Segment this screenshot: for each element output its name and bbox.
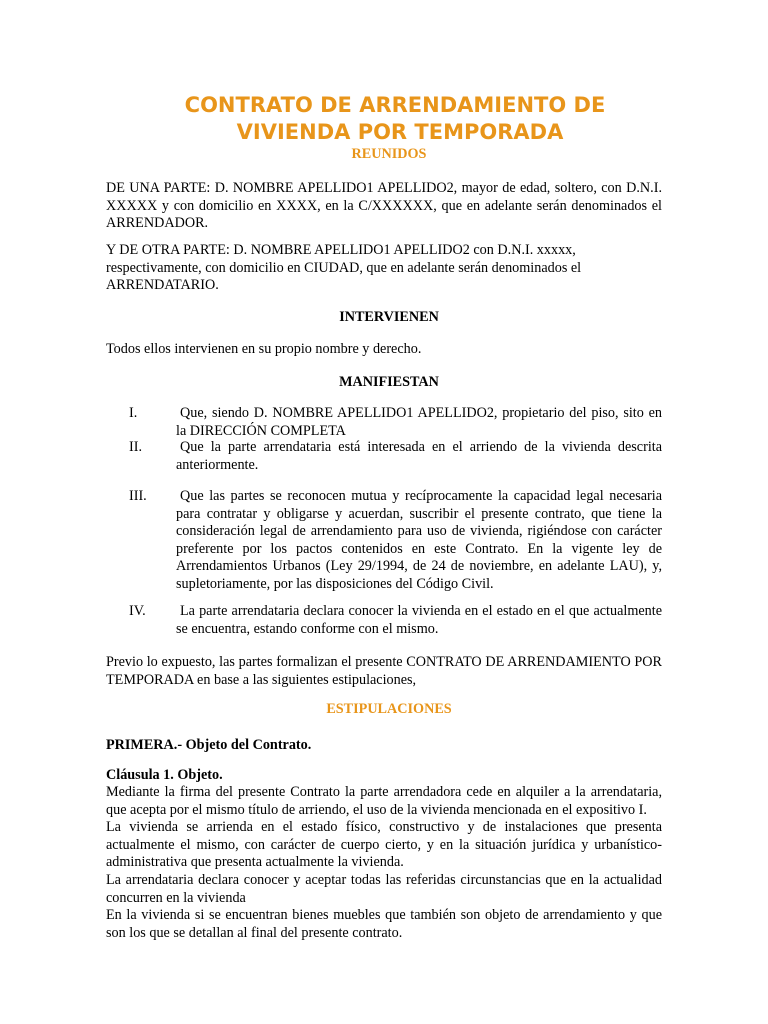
clausula-1-paragraph-3: La arrendataria declara conocer y aceptar todas las referidas circunstancias que en la actualidad concurren en la vivienda [106,871,662,906]
clausula-1-paragraph-4: En la vivienda si se encuentran bienes muebles que también son objeto de arrendamiento y que son los que se detallan al final del presente contrato. [106,907,662,941]
clausula-1-paragraph-2: La vivienda se arrienda en el estado físico, constructivo y de instalaciones que presenta actualmente el mismo, con carácter de cuerpo cierto, y en la situación jurídica y urbanístico-administrativa que presenta actualmente la vivienda. [106,819,662,871]
heading-primera: PRIMERA.- Objeto del Contrato. [106,737,312,753]
heading-estipulaciones: ESTIPULACIONES [326,701,452,717]
list-item-text: Que, siendo D. NOMBRE APELLIDO1 APELLIDO2, propietario del piso, sito en la DIRECCIÓN COMPLETA [176,405,662,439]
heading-reunidos: REUNIDOS [351,146,427,162]
list-item-text: Que las partes se reconocen mutua y recíprocamente la capacidad legal necesaria para contratar y obligarse y acuerdan, suscribir el presente contrato, que tiene la consideración legal de arrendamiento para uso de vivienda, rigiéndose con carácter preferente por los pactos contenidos en este Contrato. En la vigente ley de Arrendamientos Urbanos (Ley 29/1994, de 24 de noviembre, en adelante LAU), y, supletoriamente, por las disposiciones del Código Civil. [176,488,662,592]
list-item-number: I. [129,405,138,421]
document-title [0,92,768,146]
clausula-1-body [106,784,662,942]
paragraph-previo: Previo lo expuesto, las partes formalizan el presente CONTRATO DE ARRENDAMIENTO POR TEMPORADA en base a las siguientes estipulaciones, [106,654,662,688]
parte-2-line-3: ARRENDATARIO. [106,277,219,294]
title-line-1: CONTRATO DE ARRENDAMIENTO DE [184,93,606,117]
list-item-number: III. [129,488,147,504]
paragraph-parte-2 [106,242,662,295]
heading-manifiestan: MANIFIESTAN [339,374,439,390]
list-item-number: IV. [129,603,146,619]
list-item-text: Que la parte arrendataria está interesada en el arriendo de la vivienda descrita anteriormente. [176,439,662,473]
list-item-number: II. [129,439,142,455]
title-line-2: VIVIENDA POR TEMPORADA [236,120,564,144]
parte-2-line-1: Y DE OTRA PARTE: D. NOMBRE APELLIDO1 APELLIDO2 con D.N.I. xxxxx, [106,242,576,258]
paragraph-intervienen: Todos ellos intervienen en su propio nombre y derecho. [106,341,422,357]
list-item-text: La parte arrendataria declara conocer la vivienda en el estado en el que actualmente se encuentra, estando conforme con el mismo. [176,603,662,637]
heading-intervienen: INTERVIENEN [339,309,439,325]
parte-2-line-2: respectivamente, con domicilio en CIUDAD, que en adelante serán denominados el [106,259,582,276]
heading-clausula-1: Cláusula 1. Objeto. [106,767,223,783]
clausula-1-paragraph-1: Mediante la firma del presente Contrato la parte arrendadora cede en alquiler a la arrendataria, que acepta por el mismo título de arriendo, el uso de la vivienda mencionada en el expositivo I. [106,784,662,818]
paragraph-parte-1: DE UNA PARTE: D. NOMBRE APELLIDO1 APELLIDO2, mayor de edad, soltero, con D.N.I. XXXXX y con domicilio en XXXX, en la C/XXXXXX, que en adelante serán denominados el ARRENDADOR. [106,180,662,232]
